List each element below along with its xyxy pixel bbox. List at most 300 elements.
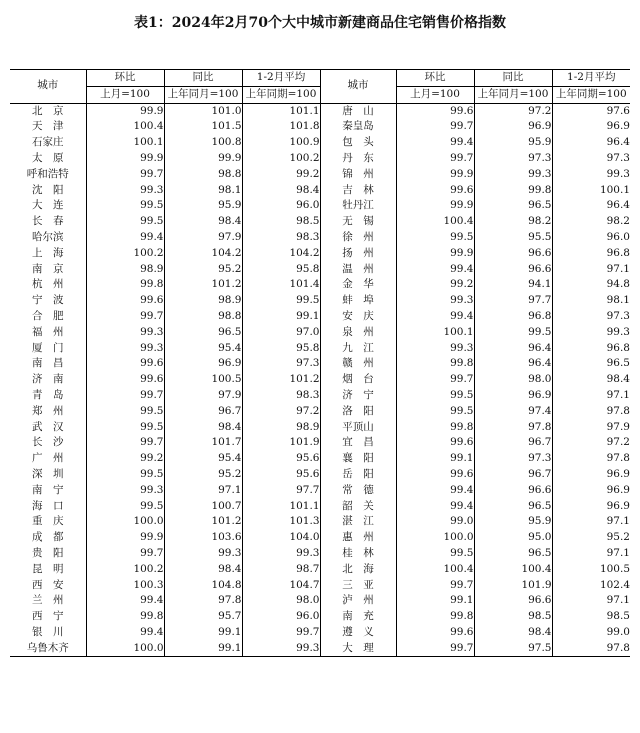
avg-value-cell: 101.1	[242, 103, 320, 119]
city-name-cell: 福 州	[32, 325, 64, 338]
avg-value-cell: 96.4	[552, 135, 630, 151]
header-mom-base-left: 上月=100	[86, 86, 164, 103]
yoy-value-cell: 97.7	[474, 293, 552, 309]
city-name-cell: 惠 州	[320, 530, 396, 546]
mom-value-cell: 99.3	[86, 183, 164, 199]
table-row	[10, 578, 630, 594]
city-name-cell: 北 京	[32, 104, 64, 117]
yoy-value-cell: 96.9	[474, 388, 552, 404]
city-name-cell: 石家庄	[32, 136, 64, 149]
avg-value-cell: 97.3	[242, 356, 320, 372]
yoy-value-cell: 97.3	[474, 151, 552, 167]
table-row	[10, 609, 630, 625]
yoy-value-cell: 98.9	[164, 293, 242, 309]
avg-value-cell: 95.6	[242, 451, 320, 467]
header-city-right: 城市	[320, 70, 396, 104]
city-name-cell: 兰 州	[32, 594, 64, 607]
city-name-cell: 桂 林	[320, 546, 396, 562]
table-row	[10, 451, 630, 467]
city-name-cell: 烟 台	[320, 372, 396, 388]
yoy-value-cell: 97.4	[474, 404, 552, 420]
table-row	[10, 103, 630, 119]
yoy-value-cell: 101.2	[164, 514, 242, 530]
yoy-value-cell: 98.4	[164, 562, 242, 578]
mom-value-cell: 99.1	[396, 593, 474, 609]
city-name-cell: 贵 阳	[32, 546, 64, 559]
mom-value-cell: 99.4	[396, 135, 474, 151]
mom-value-cell: 99.4	[396, 483, 474, 499]
table-row	[10, 167, 630, 183]
mom-value-cell: 99.5	[86, 499, 164, 515]
avg-value-cell: 101.8	[242, 119, 320, 135]
yoy-value-cell: 98.0	[474, 372, 552, 388]
city-name-cell: 昆 明	[32, 562, 64, 575]
city-name-cell: 南 京	[32, 262, 64, 275]
mom-value-cell: 99.9	[396, 198, 474, 214]
city-name-cell: 安 庆	[320, 309, 396, 325]
mom-value-cell: 99.5	[396, 388, 474, 404]
header-mom-right: 环比	[396, 70, 474, 87]
avg-value-cell: 101.3	[242, 514, 320, 530]
table-row	[10, 246, 630, 262]
city-name-cell: 太 原	[32, 151, 64, 164]
mom-value-cell: 99.0	[396, 514, 474, 530]
yoy-value-cell: 99.9	[164, 151, 242, 167]
mom-value-cell: 100.4	[86, 119, 164, 135]
avg-value-cell: 99.2	[242, 167, 320, 183]
avg-value-cell: 104.7	[242, 578, 320, 594]
mom-value-cell: 99.6	[86, 293, 164, 309]
avg-value-cell: 101.2	[242, 372, 320, 388]
table-row	[10, 151, 630, 167]
yoy-value-cell: 96.5	[474, 546, 552, 562]
yoy-value-cell: 99.3	[164, 546, 242, 562]
table-row	[10, 593, 630, 609]
city-name-cell: 南 昌	[32, 357, 64, 370]
mom-value-cell: 100.0	[86, 514, 164, 530]
avg-value-cell: 97.7	[242, 483, 320, 499]
yoy-value-cell: 104.8	[164, 578, 242, 594]
header-avg-base-left: 上年同期=100	[242, 86, 320, 103]
yoy-value-cell: 101.7	[164, 435, 242, 451]
yoy-value-cell: 100.5	[164, 372, 242, 388]
mom-value-cell: 99.6	[86, 372, 164, 388]
city-name-cell: 杭 州	[32, 278, 64, 291]
avg-value-cell: 97.1	[552, 514, 630, 530]
avg-value-cell: 96.9	[552, 499, 630, 515]
avg-value-cell: 97.3	[552, 151, 630, 167]
avg-value-cell: 96.0	[242, 609, 320, 625]
mom-value-cell: 99.6	[396, 435, 474, 451]
avg-value-cell: 100.5	[552, 562, 630, 578]
avg-value-cell: 99.5	[242, 293, 320, 309]
avg-value-cell: 95.8	[242, 262, 320, 278]
mom-value-cell: 99.7	[86, 435, 164, 451]
table-row	[10, 467, 630, 483]
city-name-cell: 乌鲁木齐	[10, 641, 86, 657]
yoy-value-cell: 104.2	[164, 246, 242, 262]
city-name-cell: 湛 江	[320, 514, 396, 530]
mom-value-cell: 100.4	[396, 562, 474, 578]
city-name-cell: 牡丹江	[320, 198, 396, 214]
avg-value-cell: 97.1	[552, 388, 630, 404]
mom-value-cell: 99.6	[396, 625, 474, 641]
mom-value-cell: 99.4	[396, 262, 474, 278]
table-row	[10, 214, 630, 230]
yoy-value-cell: 97.5	[474, 641, 552, 657]
city-name-cell: 蚌 埠	[320, 293, 396, 309]
mom-value-cell: 99.8	[396, 356, 474, 372]
city-name-cell: 秦皇岛	[320, 119, 396, 135]
avg-value-cell: 98.9	[242, 420, 320, 436]
yoy-value-cell: 96.5	[474, 198, 552, 214]
avg-value-cell: 98.7	[242, 562, 320, 578]
yoy-value-cell: 96.7	[474, 435, 552, 451]
city-name-cell: 襄 阳	[320, 451, 396, 467]
table-row	[10, 230, 630, 246]
city-name-cell: 金 华	[320, 277, 396, 293]
avg-value-cell: 101.1	[242, 499, 320, 515]
mom-value-cell: 99.4	[86, 625, 164, 641]
city-name-cell: 广 州	[32, 452, 64, 465]
city-name-cell: 丹 东	[320, 151, 396, 167]
table-row	[10, 341, 630, 357]
city-name-cell: 郑 州	[32, 404, 64, 417]
header-mom-left: 环比	[86, 70, 164, 87]
city-name-cell: 岳 阳	[320, 467, 396, 483]
mom-value-cell: 99.8	[396, 420, 474, 436]
yoy-value-cell: 99.3	[474, 167, 552, 183]
city-name-cell: 平顶山	[320, 420, 396, 436]
city-name-cell: 常 德	[320, 483, 396, 499]
yoy-value-cell: 100.7	[164, 499, 242, 515]
avg-value-cell: 104.0	[242, 530, 320, 546]
mom-value-cell: 99.4	[396, 309, 474, 325]
city-name-cell: 上 海	[32, 246, 64, 259]
yoy-value-cell: 97.3	[474, 451, 552, 467]
city-name-cell: 包 头	[320, 135, 396, 151]
mom-value-cell: 100.0	[396, 530, 474, 546]
mom-value-cell: 99.4	[86, 230, 164, 246]
mom-value-cell: 99.8	[86, 609, 164, 625]
avg-value-cell: 96.0	[552, 230, 630, 246]
yoy-value-cell: 98.5	[474, 609, 552, 625]
table-row	[10, 514, 630, 530]
table-row	[10, 388, 630, 404]
yoy-value-cell: 96.6	[474, 246, 552, 262]
table-row	[10, 435, 630, 451]
yoy-value-cell: 95.4	[164, 341, 242, 357]
avg-value-cell: 101.4	[242, 277, 320, 293]
mom-value-cell: 99.3	[396, 293, 474, 309]
yoy-value-cell: 95.2	[164, 467, 242, 483]
mom-value-cell: 100.0	[86, 641, 164, 657]
city-name-cell: 大 连	[32, 199, 64, 212]
mom-value-cell: 99.7	[396, 641, 474, 657]
city-name-cell: 哈尔滨	[32, 230, 64, 243]
price-index-table	[10, 69, 630, 657]
avg-value-cell: 95.6	[242, 467, 320, 483]
yoy-value-cell: 95.2	[164, 262, 242, 278]
avg-value-cell: 98.4	[552, 372, 630, 388]
yoy-value-cell: 97.8	[474, 420, 552, 436]
yoy-value-cell: 101.2	[164, 277, 242, 293]
avg-value-cell: 99.0	[552, 625, 630, 641]
mom-value-cell: 99.5	[396, 230, 474, 246]
table-row	[10, 325, 630, 341]
yoy-value-cell: 96.5	[164, 325, 242, 341]
yoy-value-cell: 96.4	[474, 356, 552, 372]
header-row-top	[10, 70, 630, 87]
city-name-cell: 吉 林	[320, 183, 396, 199]
table-row	[10, 420, 630, 436]
avg-value-cell: 96.9	[552, 467, 630, 483]
avg-value-cell: 99.3	[242, 641, 320, 657]
city-name-cell: 宜 昌	[320, 435, 396, 451]
city-name-cell: 深 圳	[32, 467, 64, 480]
mom-value-cell: 100.2	[86, 246, 164, 262]
avg-value-cell: 99.3	[552, 167, 630, 183]
avg-value-cell: 97.6	[552, 103, 630, 119]
city-name-cell: 长 春	[32, 215, 64, 228]
table-row	[10, 404, 630, 420]
avg-value-cell: 95.8	[242, 341, 320, 357]
avg-value-cell: 97.2	[552, 435, 630, 451]
mom-value-cell: 99.3	[86, 325, 164, 341]
yoy-value-cell: 95.9	[164, 198, 242, 214]
table-row	[10, 641, 630, 657]
mom-value-cell: 99.8	[396, 609, 474, 625]
mom-value-cell: 99.5	[86, 420, 164, 436]
avg-value-cell: 97.8	[552, 641, 630, 657]
yoy-value-cell: 95.5	[474, 230, 552, 246]
yoy-value-cell: 100.8	[164, 135, 242, 151]
avg-value-cell: 98.5	[242, 214, 320, 230]
mom-value-cell: 100.1	[86, 135, 164, 151]
yoy-value-cell: 97.8	[164, 593, 242, 609]
yoy-value-cell: 99.5	[474, 325, 552, 341]
city-name-cell: 济 南	[32, 373, 64, 386]
mom-value-cell: 99.4	[396, 499, 474, 515]
city-name-cell: 武 汉	[32, 420, 64, 433]
city-name-cell: 遵 义	[320, 625, 396, 641]
header-yoy-base-left: 上年同月=100	[164, 86, 242, 103]
header-yoy-left: 同比	[164, 70, 242, 87]
yoy-value-cell: 95.0	[474, 530, 552, 546]
yoy-value-cell: 96.7	[164, 404, 242, 420]
avg-value-cell: 102.4	[552, 578, 630, 594]
city-name-cell: 成 都	[32, 531, 64, 544]
mom-value-cell: 99.5	[396, 546, 474, 562]
city-name-cell: 长 沙	[32, 436, 64, 449]
avg-value-cell: 97.8	[552, 451, 630, 467]
table-row	[10, 546, 630, 562]
mom-value-cell: 99.7	[86, 546, 164, 562]
avg-value-cell: 96.0	[242, 198, 320, 214]
yoy-value-cell: 98.8	[164, 167, 242, 183]
yoy-value-cell: 96.9	[164, 356, 242, 372]
yoy-value-cell: 97.9	[164, 230, 242, 246]
table-row	[10, 356, 630, 372]
yoy-value-cell: 99.1	[164, 641, 242, 657]
city-name-cell: 温 州	[320, 262, 396, 278]
city-name-cell: 宁 波	[32, 294, 64, 307]
city-name-cell: 唐 山	[320, 103, 396, 119]
yoy-value-cell: 95.7	[164, 609, 242, 625]
city-name-cell: 沈 阳	[32, 183, 64, 196]
avg-value-cell: 99.3	[552, 325, 630, 341]
table-title: 表1：2024年2月70个大中城市新建商品住宅销售价格指数	[134, 15, 506, 31]
yoy-value-cell: 96.5	[474, 499, 552, 515]
yoy-value-cell: 101.9	[474, 578, 552, 594]
city-name-cell: 南 充	[320, 609, 396, 625]
avg-value-cell: 97.8	[552, 404, 630, 420]
city-name-cell: 北 海	[320, 562, 396, 578]
mom-value-cell: 99.7	[396, 372, 474, 388]
mom-value-cell: 99.6	[396, 467, 474, 483]
yoy-value-cell: 103.6	[164, 530, 242, 546]
table-row	[10, 135, 630, 151]
city-name-cell: 徐 州	[320, 230, 396, 246]
table-body	[10, 103, 630, 657]
avg-value-cell: 104.2	[242, 246, 320, 262]
mom-value-cell: 99.7	[396, 119, 474, 135]
mom-value-cell: 99.9	[86, 151, 164, 167]
header-avg-base-right: 上年同期=100	[552, 86, 630, 103]
yoy-value-cell: 94.1	[474, 277, 552, 293]
city-name-cell: 泉 州	[320, 325, 396, 341]
avg-value-cell: 99.3	[242, 546, 320, 562]
yoy-value-cell: 96.9	[474, 119, 552, 135]
table-row	[10, 183, 630, 199]
mom-value-cell: 99.2	[396, 277, 474, 293]
city-name-cell: 泸 州	[320, 593, 396, 609]
city-name-cell: 天 津	[32, 120, 64, 133]
avg-value-cell: 96.8	[552, 246, 630, 262]
avg-value-cell: 101.9	[242, 435, 320, 451]
avg-value-cell: 97.2	[242, 404, 320, 420]
header-yoy-base-right: 上年同月=100	[474, 86, 552, 103]
city-name-cell: 大 理	[320, 641, 396, 657]
avg-value-cell: 98.2	[552, 214, 630, 230]
table-row	[10, 293, 630, 309]
avg-value-cell: 96.9	[552, 483, 630, 499]
yoy-value-cell: 99.8	[474, 183, 552, 199]
city-name-cell: 重 庆	[32, 515, 64, 528]
table-row	[10, 625, 630, 641]
yoy-value-cell: 100.4	[474, 562, 552, 578]
table-row	[10, 372, 630, 388]
header-avg-left: 1-2月平均	[242, 70, 320, 87]
yoy-value-cell: 98.2	[474, 214, 552, 230]
mom-value-cell: 99.9	[396, 167, 474, 183]
avg-value-cell: 97.1	[552, 262, 630, 278]
city-name-cell: 南 宁	[32, 483, 64, 496]
mom-value-cell: 99.5	[86, 198, 164, 214]
mom-value-cell: 99.5	[86, 214, 164, 230]
city-name-cell: 九 江	[320, 341, 396, 357]
mom-value-cell: 100.2	[86, 562, 164, 578]
mom-value-cell: 100.3	[86, 578, 164, 594]
city-name-cell: 洛 阳	[320, 404, 396, 420]
avg-value-cell: 98.5	[552, 609, 630, 625]
avg-value-cell: 99.1	[242, 309, 320, 325]
city-name-cell: 青 岛	[32, 388, 64, 401]
city-name-cell: 无 锡	[320, 214, 396, 230]
mom-value-cell: 99.7	[86, 309, 164, 325]
mom-value-cell: 99.5	[396, 404, 474, 420]
header-mom-base-right: 上月=100	[396, 86, 474, 103]
yoy-value-cell: 101.5	[164, 119, 242, 135]
yoy-value-cell: 98.1	[164, 183, 242, 199]
yoy-value-cell: 96.6	[474, 483, 552, 499]
table-row	[10, 309, 630, 325]
city-name-cell: 锦 州	[320, 167, 396, 183]
avg-value-cell: 97.1	[552, 593, 630, 609]
avg-value-cell: 96.9	[552, 119, 630, 135]
yoy-value-cell: 95.9	[474, 135, 552, 151]
city-name-cell: 济 宁	[320, 388, 396, 404]
yoy-value-cell: 97.9	[164, 388, 242, 404]
header-city-left: 城市	[10, 70, 86, 104]
yoy-value-cell: 96.6	[474, 593, 552, 609]
avg-value-cell: 100.1	[552, 183, 630, 199]
mom-value-cell: 99.3	[86, 341, 164, 357]
mom-value-cell: 99.1	[396, 451, 474, 467]
avg-value-cell: 98.3	[242, 230, 320, 246]
mom-value-cell: 99.6	[396, 183, 474, 199]
avg-value-cell: 98.3	[242, 388, 320, 404]
yoy-value-cell: 96.6	[474, 262, 552, 278]
city-name-cell: 三 亚	[320, 578, 396, 594]
yoy-value-cell: 96.7	[474, 467, 552, 483]
table-row	[10, 530, 630, 546]
mom-value-cell: 99.6	[86, 356, 164, 372]
city-name-cell: 西 宁	[32, 610, 64, 623]
city-name-cell: 西 安	[32, 578, 64, 591]
avg-value-cell: 96.4	[552, 198, 630, 214]
yoy-value-cell: 95.9	[474, 514, 552, 530]
mom-value-cell: 99.7	[86, 167, 164, 183]
avg-value-cell: 97.0	[242, 325, 320, 341]
table-row	[10, 262, 630, 278]
avg-value-cell: 97.3	[552, 309, 630, 325]
mom-value-cell: 99.9	[86, 530, 164, 546]
city-name-cell: 银 川	[32, 625, 64, 638]
city-name-cell: 厦 门	[32, 341, 64, 354]
mom-value-cell: 98.9	[86, 262, 164, 278]
table-row	[10, 198, 630, 214]
avg-value-cell: 97.9	[552, 420, 630, 436]
avg-value-cell: 100.9	[242, 135, 320, 151]
header-yoy-right: 同比	[474, 70, 552, 87]
mom-value-cell: 99.2	[86, 451, 164, 467]
yoy-value-cell: 97.1	[164, 483, 242, 499]
city-name-cell: 合 肥	[32, 309, 64, 322]
table-row	[10, 277, 630, 293]
mom-value-cell: 99.5	[86, 404, 164, 420]
avg-value-cell: 95.2	[552, 530, 630, 546]
yoy-value-cell: 98.4	[164, 420, 242, 436]
avg-value-cell: 96.8	[552, 341, 630, 357]
table-row	[10, 499, 630, 515]
city-name-cell: 赣 州	[320, 356, 396, 372]
avg-value-cell: 100.2	[242, 151, 320, 167]
mom-value-cell: 100.4	[396, 214, 474, 230]
mom-value-cell: 99.3	[396, 341, 474, 357]
table-row	[10, 119, 630, 135]
avg-value-cell: 98.4	[242, 183, 320, 199]
